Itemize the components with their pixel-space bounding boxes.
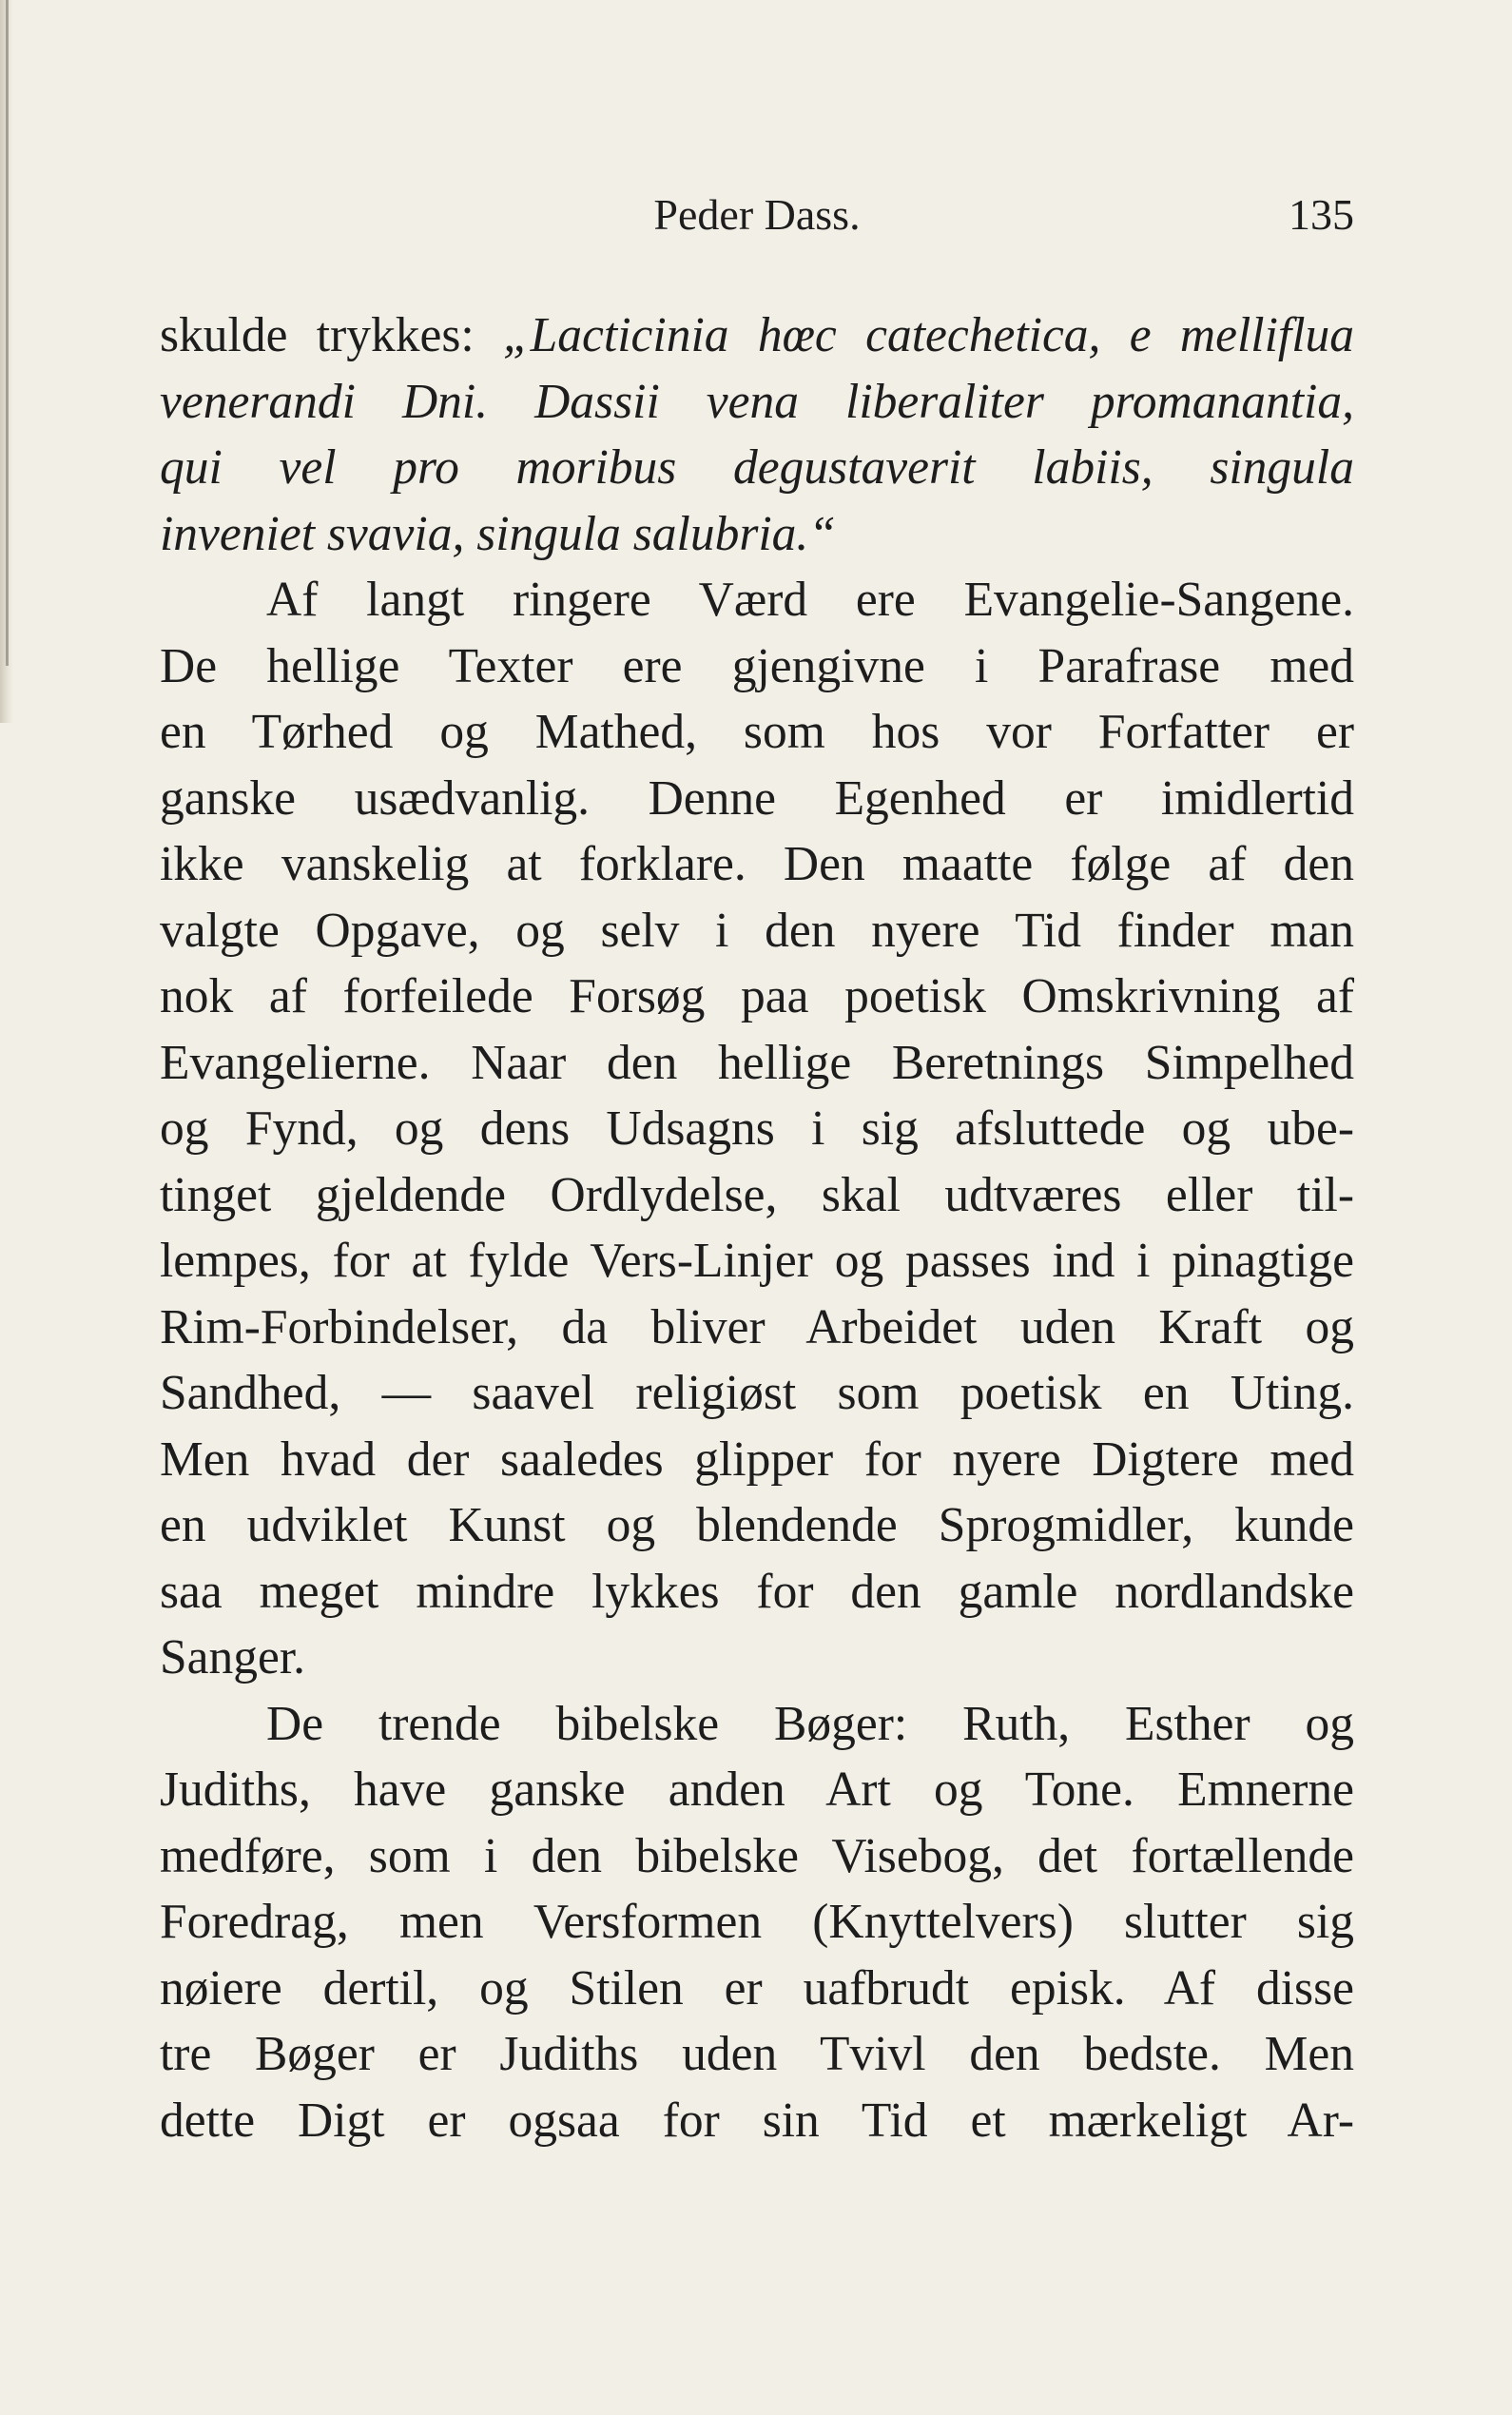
text-line: valgte Opgave, og selv i den nyere Tid finder man: [160, 903, 1354, 958]
paragraph-first-line: De trende bibelske Bøger: Ruth, Esther og: [266, 1696, 1354, 1751]
text-line: en Tørhed og Mathed, som hos vor Forfatter er: [160, 705, 1354, 759]
page-header: [160, 186, 1354, 243]
text-line: tre Bøger er Judiths uden Tvivl den bedste. Men: [160, 2027, 1354, 2081]
paragraph-last-line: Sanger.: [160, 1630, 306, 1685]
running-title: Peder Dass.: [653, 190, 861, 239]
text-line: Judiths, have ganske anden Art og Tone. Emnerne: [160, 1763, 1354, 1817]
text-line: De hellige Texter ere gjengivne i Parafrase med: [160, 638, 1354, 693]
latin-quote-line: venerandi Dni. Dassii vena liberaliter promanantia,: [160, 374, 1354, 429]
text-line: nøiere dertil, og Stilen er uafbrudt episk. Af disse: [160, 1960, 1354, 2016]
text-line: Rim-Forbindelser, da bliver Arbeidet uden Kraft og: [160, 1299, 1354, 1354]
text-line: tinget gjeldende Ordlydelse, skal udtværes eller til-: [160, 1167, 1354, 1222]
text-line: [160, 302, 1354, 369]
page-number: 135: [1289, 190, 1354, 239]
text-line: lempes, for at fylde Vers-Linjer og passes ind i pinagtige: [160, 1234, 1354, 1288]
text-line: Evangelierne. Naar den hellige Beretnings Simpelhed: [160, 1035, 1354, 1090]
text-line: ikke vanskelig at forklare. Den maatte følge af den: [160, 837, 1354, 891]
text-line: ganske usædvanlig. Denne Egenhed er imidlertid: [160, 770, 1354, 826]
text-line: medføre, som i den bibelske Visebog, det fortællende: [160, 1828, 1354, 1883]
text-line: Men hvad der saaledes glipper for nyere Digtere med: [160, 1431, 1354, 1487]
text-line: nok af forfeilede Forsøg paa poetisk Omskrivning af: [160, 969, 1354, 1023]
text-line: og Fynd, og dens Udsagns i sig afsluttede og ube-: [160, 1101, 1354, 1156]
latin-quote-line: qui vel pro moribus degustaverit labiis, singula: [160, 440, 1354, 495]
text-line: dette Digt er ogsaa for sin Tid et mærkeligt Ar-: [160, 2093, 1354, 2148]
text-line: en udviklet Kunst og blendende Sprogmidler, kunde: [160, 1498, 1354, 1552]
text-line: saa meget mindre lykkes for den gamle nordlandske: [160, 1564, 1354, 1619]
latin-quote-line: inveniet svavia, singula salubria.“: [160, 506, 836, 561]
text-line: Sandhed, — saavel religiøst som poetisk en Uting.: [160, 1366, 1354, 1420]
paragraph-first-line: Af langt ringere Værd ere Evangelie-Sangene.: [266, 573, 1354, 627]
latin-quote-fragment: „Lacticinia hœc catechetica, e melliflua: [503, 308, 1355, 362]
body-text: [160, 302, 1354, 2153]
text-line: Foredrag, men Versformen (Knyttelvers) slutter sig: [160, 1895, 1354, 1949]
text-fragment: skulde trykkes:: [160, 308, 504, 362]
page-edge-line: [6, 0, 9, 666]
